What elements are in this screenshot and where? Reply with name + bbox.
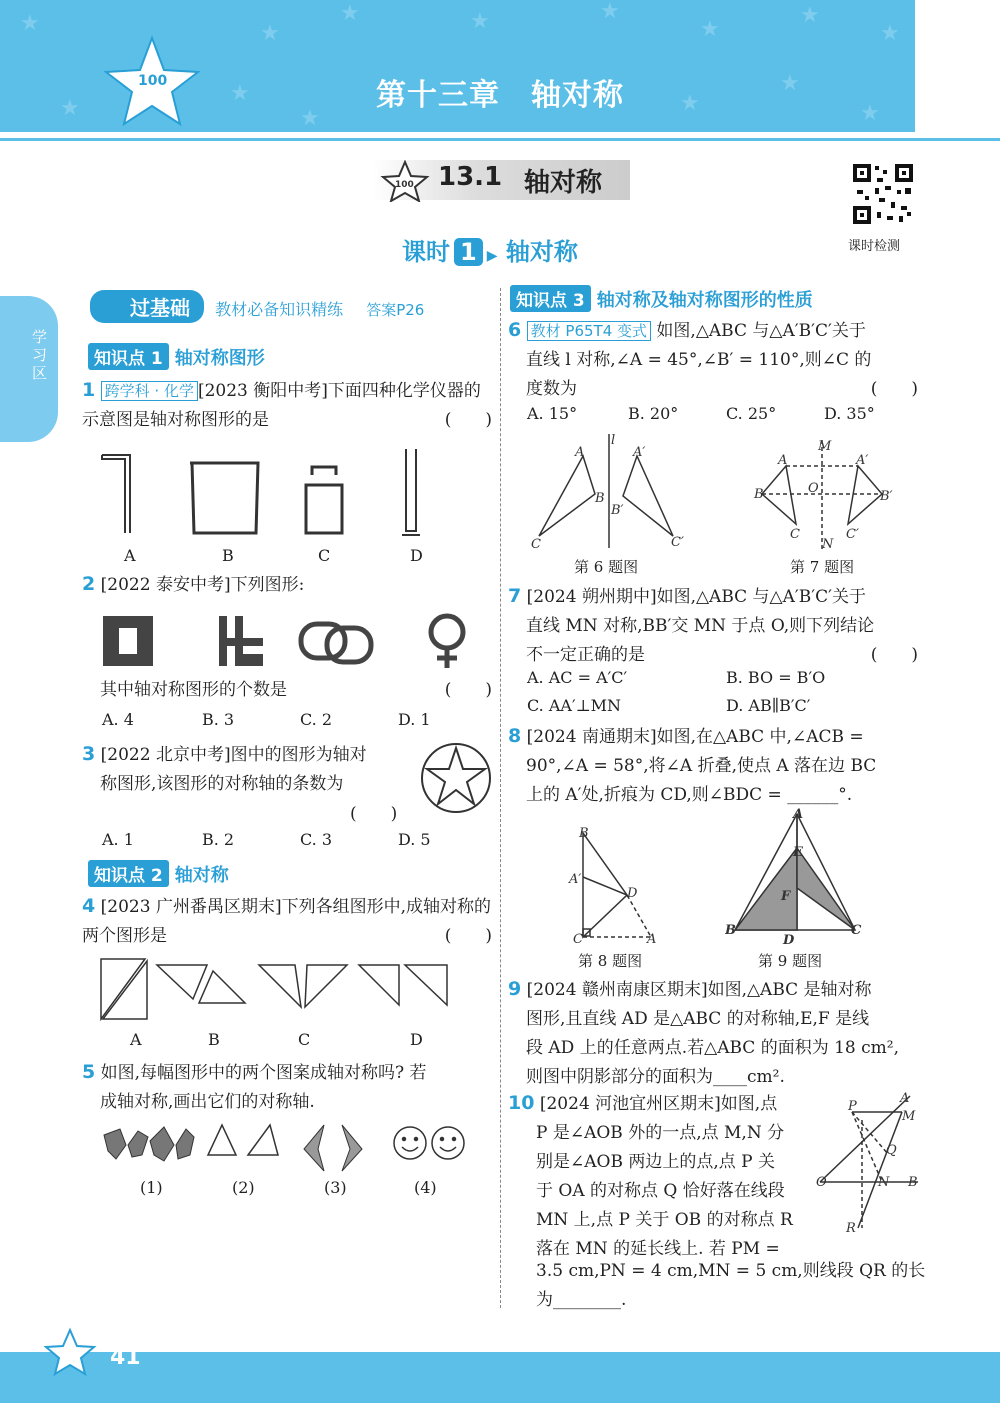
svg-text:C: C (531, 537, 541, 552)
question-text: 则图中阴影部分的面积为____cm². (526, 1067, 785, 1087)
figure-7-caption: 第 7 题图 (790, 558, 855, 576)
q7-option-b: B. BO = B′O (726, 668, 826, 687)
section-star-icon (380, 160, 430, 202)
svg-text:O: O (808, 481, 819, 496)
q7-triangle-figure (750, 438, 910, 552)
question-text: 不一定正确的是 (526, 645, 645, 665)
q4-option-label-a: A (130, 1030, 142, 1049)
q1-lab-instruments-figure (90, 445, 490, 545)
butterfly-icon (150, 1127, 194, 1161)
question-7 (508, 582, 918, 670)
svg-text:A: A (647, 932, 657, 947)
q1-option-label-d: D (410, 546, 423, 565)
q2-shapes-figure (95, 608, 485, 670)
knowledge-point-1 (88, 343, 265, 370)
answer-bracket: ( ) (444, 410, 492, 430)
svg-text:N: N (822, 537, 834, 552)
question-number: 3 (82, 743, 96, 765)
svg-text:C: C (851, 923, 862, 938)
question-text: 如图,每幅图形中的两个图案成轴对称吗? 若 (100, 1063, 427, 1083)
svg-text:A′: A′ (856, 453, 869, 468)
question-text: 下列图形: (230, 575, 305, 595)
play-arrow-icon: ▶ (486, 248, 498, 264)
q3-circle-star-figure (418, 740, 494, 816)
question-text: 90°,∠A = 58°,将∠A 折叠,使点 A 落在边 BC (526, 756, 877, 776)
question-10 (508, 1089, 808, 1264)
question-text: [2024 南通期末]如图,在△ABC 中,∠ACB = (526, 727, 864, 747)
question-text: 成轴对称,画出它们的对称轴. (100, 1092, 315, 1112)
q3-option-a: A. 1 (102, 830, 134, 849)
svg-text:★: ★ (700, 17, 720, 42)
svg-text:★: ★ (230, 81, 250, 106)
section-number: 13.1 (438, 162, 503, 192)
q5-label-2: (2) (232, 1178, 255, 1197)
svg-text:E: E (793, 845, 803, 860)
svg-text:C: C (573, 932, 583, 947)
q4-option-label-d: D (410, 1030, 423, 1049)
lesson-heading (402, 232, 578, 267)
svg-text:A: A (793, 808, 804, 822)
question-number: 8 (508, 725, 522, 747)
q5-pattern-pairs-figure (98, 1115, 478, 1175)
question-tag: 教材 P65T4 变式 (527, 321, 651, 341)
svg-text:B′: B′ (880, 489, 893, 504)
svg-text:★: ★ (470, 9, 490, 34)
question-text: 如图,△ABC 与△A′B′C′关于 (656, 321, 866, 341)
svg-text:B′: B′ (611, 503, 624, 518)
answer-bracket: ( ) (350, 804, 398, 824)
q2-option-a: A. 4 (102, 710, 134, 729)
q2-option-d: D. 1 (398, 710, 431, 729)
svg-text:B: B (579, 826, 589, 841)
svg-text:l: l (611, 433, 616, 448)
svg-text:★: ★ (300, 106, 320, 131)
question-5 (82, 1058, 492, 1117)
question-text: P 是∠AOB 外的一点,点 M,N 分 (536, 1123, 785, 1143)
q5-label-3: (3) (324, 1178, 347, 1197)
q2-ask (100, 676, 492, 705)
question-number: 2 (82, 573, 96, 595)
question-number: 6 (508, 319, 522, 341)
question-6 (508, 316, 918, 404)
figure-6-caption: 第 6 题图 (574, 558, 639, 576)
footer-band (0, 1352, 1000, 1403)
section-name: 轴对称 (524, 168, 603, 198)
svg-text:★: ★ (260, 21, 280, 46)
question-text: 上的 A′处,折痕为 CD,则∠BDC = ______°. (526, 785, 853, 805)
question-source: [2023 衡阳中考] (197, 381, 328, 401)
svg-text:100: 100 (138, 73, 168, 89)
answer-bracket: ( ) (444, 926, 492, 946)
q4-option-label-c: C (298, 1030, 311, 1049)
question-10-tail (536, 1257, 926, 1315)
question-source: [2022 北京中考] (100, 745, 231, 765)
figure-9-caption: 第 9 题图 (758, 952, 823, 970)
question-text: [2024 赣州南康区期末]如图,△ABC 是轴对称 (526, 980, 872, 1000)
side-tab-label: 学习区 (32, 328, 48, 382)
knowledge-point-2 (88, 860, 229, 887)
question-text: 度数为 (526, 379, 577, 399)
question-text: 直线 l 对称,∠A = 45°,∠B′ = 110°,则∠C 的 (526, 350, 872, 370)
q6-option-a: A. 15° (527, 404, 578, 423)
svg-text:C′: C′ (846, 527, 859, 542)
question-text: MN 上,点 P 关于 OB 的对称点 R (536, 1210, 793, 1230)
lesson-label: 课时 (402, 238, 450, 266)
answer-bracket: ( ) (444, 680, 492, 700)
answer-bracket: ( ) (870, 645, 918, 665)
basics-banner (90, 290, 490, 323)
svg-text:M: M (902, 1109, 916, 1124)
knowledge-point-3 (510, 285, 813, 312)
answer-bracket: ( ) (870, 379, 918, 399)
question-number: 5 (82, 1061, 96, 1083)
svg-text:C: C (790, 527, 800, 542)
svg-text:O: O (816, 1175, 827, 1190)
basics-subtitle: 教材必备知识精练 (215, 300, 344, 319)
qr-code-icon[interactable] (851, 162, 915, 226)
question-number: 1 (82, 379, 96, 401)
qr-caption: 课时检测 (848, 239, 901, 254)
q6-option-b: B. 20° (628, 404, 679, 423)
q4-option-label-b: B (208, 1030, 220, 1049)
question-text: 直线 MN 对称,BB′交 MN 于点 O,则下列结论 (526, 616, 875, 636)
question-text: 段 AD 上的任意两点.若△ABC 的面积为 18 cm², (526, 1038, 899, 1058)
kp-title: 轴对称图形 (174, 348, 265, 369)
figure-8-caption: 第 8 题图 (578, 952, 643, 970)
q3-option-c: C. 3 (300, 830, 333, 849)
question-2 (82, 570, 492, 600)
question-text: 别是∠AOB 两边上的点,点 P 关 (536, 1152, 776, 1172)
question-1 (82, 376, 492, 435)
question-4 (82, 892, 492, 951)
question-number: 7 (508, 585, 522, 607)
question-text: 图中的图形为轴对 (230, 745, 367, 765)
question-text: 3.5 cm,PN = 4 cm,MN = 5 cm,则线段 QR 的长 (536, 1261, 926, 1281)
page-number: 41 (110, 1345, 141, 1370)
kp-label: 知识点 2 (88, 860, 169, 887)
svg-text:B: B (908, 1175, 918, 1190)
svg-text:F: F (781, 889, 791, 904)
kp-label: 知识点 1 (88, 343, 169, 370)
q6-option-c: C. 25° (726, 404, 777, 423)
column-divider (500, 288, 501, 1308)
q1-option-label-c: C (318, 546, 331, 565)
question-source: [2022 泰安中考] (100, 575, 231, 595)
svg-text:B: B (725, 923, 736, 938)
question-text: 下列各组图形中,成轴对称的两个图形是 (82, 897, 491, 946)
svg-text:A: A (900, 1091, 910, 1106)
svg-text:C′: C′ (671, 535, 684, 550)
q7-option-a: A. AC = A′C′ (527, 668, 628, 687)
svg-text:★: ★ (60, 96, 80, 121)
footer-star-icon (40, 1326, 100, 1376)
svg-text:A: A (575, 445, 585, 460)
kp-title: 轴对称及轴对称图形的性质 (596, 290, 813, 311)
q1-option-label-b: B (222, 546, 234, 565)
svg-text:N: N (878, 1175, 890, 1190)
header-divider (0, 138, 1000, 141)
question-number: 10 (508, 1092, 535, 1114)
svg-text:Q: Q (886, 1143, 897, 1158)
q3-option-d: D. 5 (398, 830, 431, 849)
svg-text:★: ★ (880, 21, 900, 46)
question-3 (82, 740, 412, 799)
q4-triangle-pairs-figure (95, 955, 465, 1023)
svg-text:★: ★ (600, 0, 620, 24)
svg-text:★: ★ (680, 91, 700, 116)
svg-text:M: M (818, 439, 832, 454)
q5-label-1: (1) (140, 1178, 163, 1197)
kp-title: 轴对称 (174, 865, 229, 886)
svg-text:A′: A′ (569, 872, 582, 887)
question-number: 4 (82, 895, 96, 917)
svg-text:★: ★ (800, 3, 820, 28)
q3-option-b: B. 2 (202, 830, 235, 849)
q2-option-b: B. 3 (202, 710, 235, 729)
butterfly-icon (104, 1129, 148, 1159)
q8-fold-figure (565, 825, 665, 950)
svg-text:B: B (754, 487, 764, 502)
svg-text:★: ★ (780, 71, 800, 96)
lesson-number-badge: 1 (454, 238, 483, 266)
answer-reference: 答案P26 (366, 301, 425, 319)
svg-text:D: D (627, 886, 638, 901)
question-number: 9 (508, 978, 522, 1000)
q2-option-c: C. 2 (300, 710, 333, 729)
svg-text:A: A (778, 453, 788, 468)
question-tag: 跨学科 · 化学 (101, 381, 198, 401)
question-text: [2024 朔州期中]如图,△ABC 与△A′B′C′关于 (526, 587, 866, 607)
q6-option-d: D. 35° (824, 404, 875, 423)
q6-triangle-figure (525, 430, 695, 554)
basics-title: 过基础 (90, 290, 204, 323)
question-9 (508, 975, 923, 1092)
svg-text:100: 100 (395, 180, 414, 190)
question-text: 称图形,该图形的对称轴的条数为 (100, 774, 344, 794)
svg-text:D: D (783, 933, 795, 948)
question-8 (508, 722, 918, 810)
question-text: 下面四种化学仪器的示意图是轴对称图形的是 (82, 381, 481, 430)
kp-label: 知识点 3 (510, 285, 591, 312)
q10-angle-figure (812, 1090, 922, 1240)
svg-text:P: P (848, 1099, 857, 1114)
question-text: 落在 MN 的延长线上. 若 PM = (536, 1239, 780, 1259)
question-text: 于 OA 的对称点 Q 恰好落在线段 (536, 1181, 785, 1201)
question-text: 为________. (536, 1290, 627, 1310)
svg-text:★: ★ (340, 1, 360, 26)
chapter-title: 第十三章 轴对称 (376, 78, 624, 113)
svg-text:★: ★ (20, 11, 40, 36)
q7-option-c: C. AA′⊥MN (527, 696, 622, 715)
lesson-topic: 轴对称 (505, 238, 578, 266)
question-text: [2024 河池宜州区期末]如图,点 (539, 1094, 778, 1114)
question-text: 图形,且直线 AD 是△ABC 的对称轴,E,F 是线 (526, 1009, 870, 1029)
svg-text:★: ★ (860, 101, 880, 126)
question-text: 其中轴对称图形的个数是 (100, 680, 287, 700)
svg-text:R: R (846, 1221, 856, 1236)
q7-option-d: D. AB∥B′C′ (726, 696, 811, 715)
q9-shaded-triangle-figure (725, 808, 865, 948)
svg-text:B: B (595, 491, 605, 506)
q5-label-4: (4) (414, 1178, 437, 1197)
q1-option-label-a: A (124, 546, 136, 565)
question-source: [2023 广州番禺区期末] (100, 897, 282, 917)
svg-text:A′: A′ (633, 445, 646, 460)
